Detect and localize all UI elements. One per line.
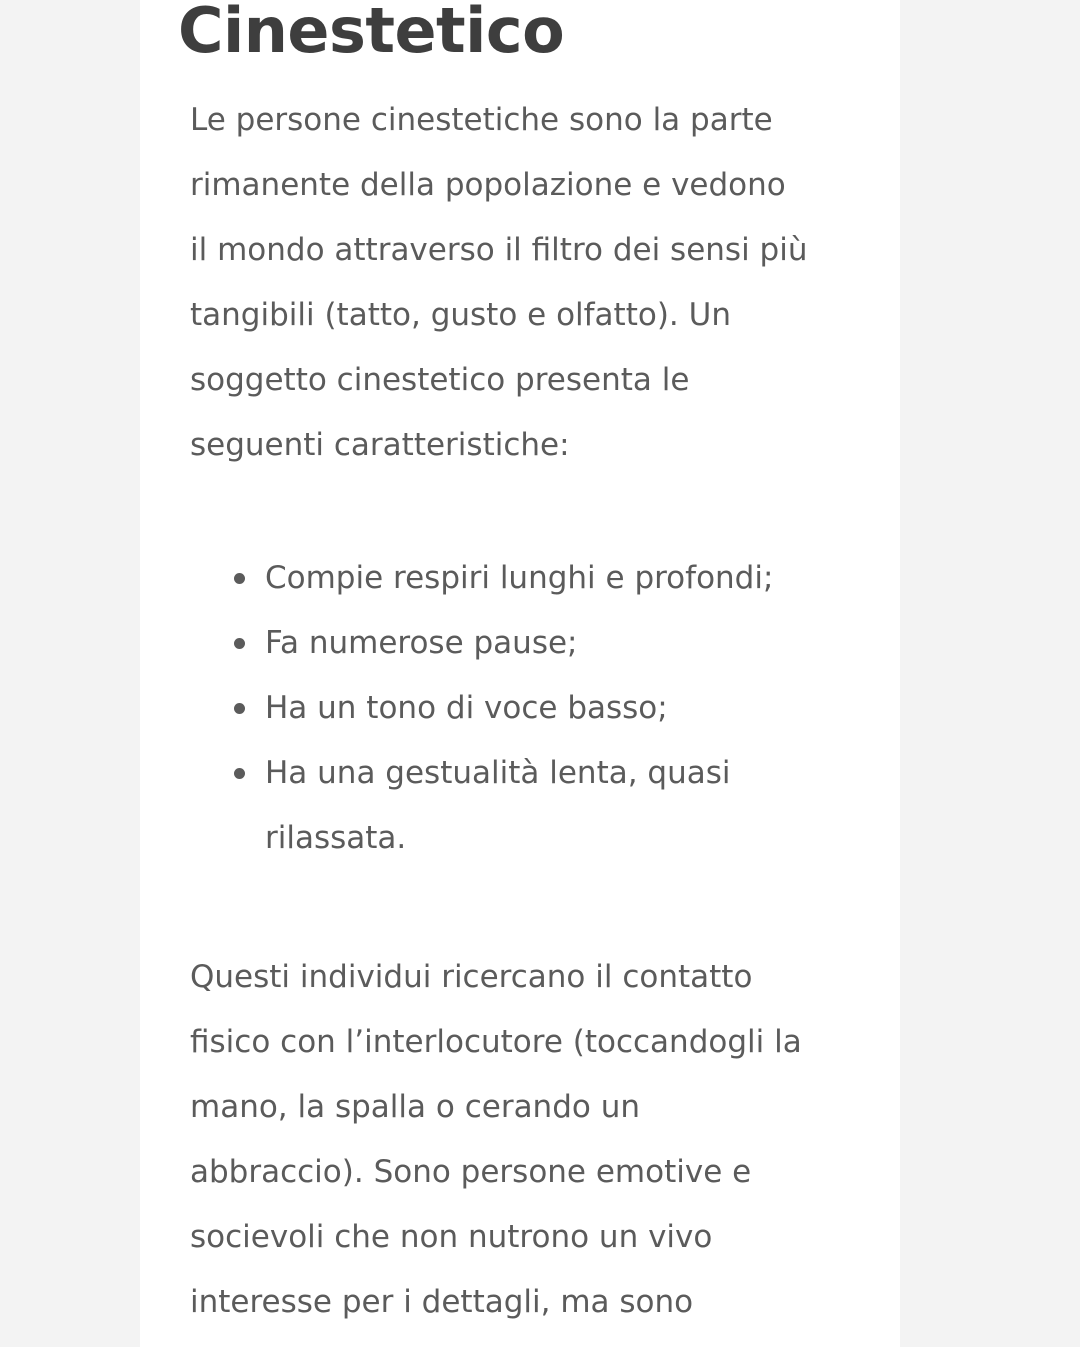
list-item	[190, 611, 870, 676]
paragraph-line: Le persone cinestetiche sono la parte	[190, 102, 773, 138]
list-item-text: Compie respiri lunghi e profondi;	[265, 560, 774, 596]
list-item-text: Fa numerose pause;	[265, 625, 578, 661]
paragraph-line: socievoli che non nutrono un vivo	[190, 1219, 713, 1255]
paragraph-line: seguenti caratteristiche:	[190, 427, 570, 463]
bullet-dot-icon	[234, 638, 245, 649]
intro-paragraph	[190, 88, 870, 478]
paragraph-line: tangibili (tatto, gusto e olfatto). Un	[190, 297, 731, 333]
list-item-text: Ha un tono di voce basso;	[265, 690, 668, 726]
closing-paragraph	[190, 945, 870, 1335]
characteristics-list	[190, 546, 870, 871]
bullet-dot-icon	[234, 768, 245, 779]
article-content	[140, 0, 900, 1347]
paragraph-line: soggetto cinestetico presenta le	[190, 362, 690, 398]
bullet-dot-icon	[234, 703, 245, 714]
list-item-text: rilassata.	[265, 820, 407, 856]
paragraph-line: il mondo attraverso il filtro dei sensi più	[190, 232, 808, 268]
paragraph-line: abbraccio). Sono persone emotive e	[190, 1154, 752, 1190]
paragraph-line: mano, la spalla o cerando un	[190, 1089, 640, 1125]
list-item	[190, 546, 870, 611]
list-item-text: Ha una gestualità lenta, quasi	[265, 755, 731, 791]
paragraph-line: fisico con l’interlocutore (toccandogli la	[190, 1024, 802, 1060]
paragraph-line: Questi individui ricercano il contatto	[190, 959, 753, 995]
paragraph-line: interesse per i dettagli, ma sono	[190, 1284, 694, 1320]
paragraph-line: rimanente della popolazione e vedono	[190, 167, 786, 203]
list-item	[190, 676, 870, 741]
list-item	[190, 741, 870, 871]
bullet-dot-icon	[234, 573, 245, 584]
section-heading: Cinestetico	[178, 0, 565, 67]
